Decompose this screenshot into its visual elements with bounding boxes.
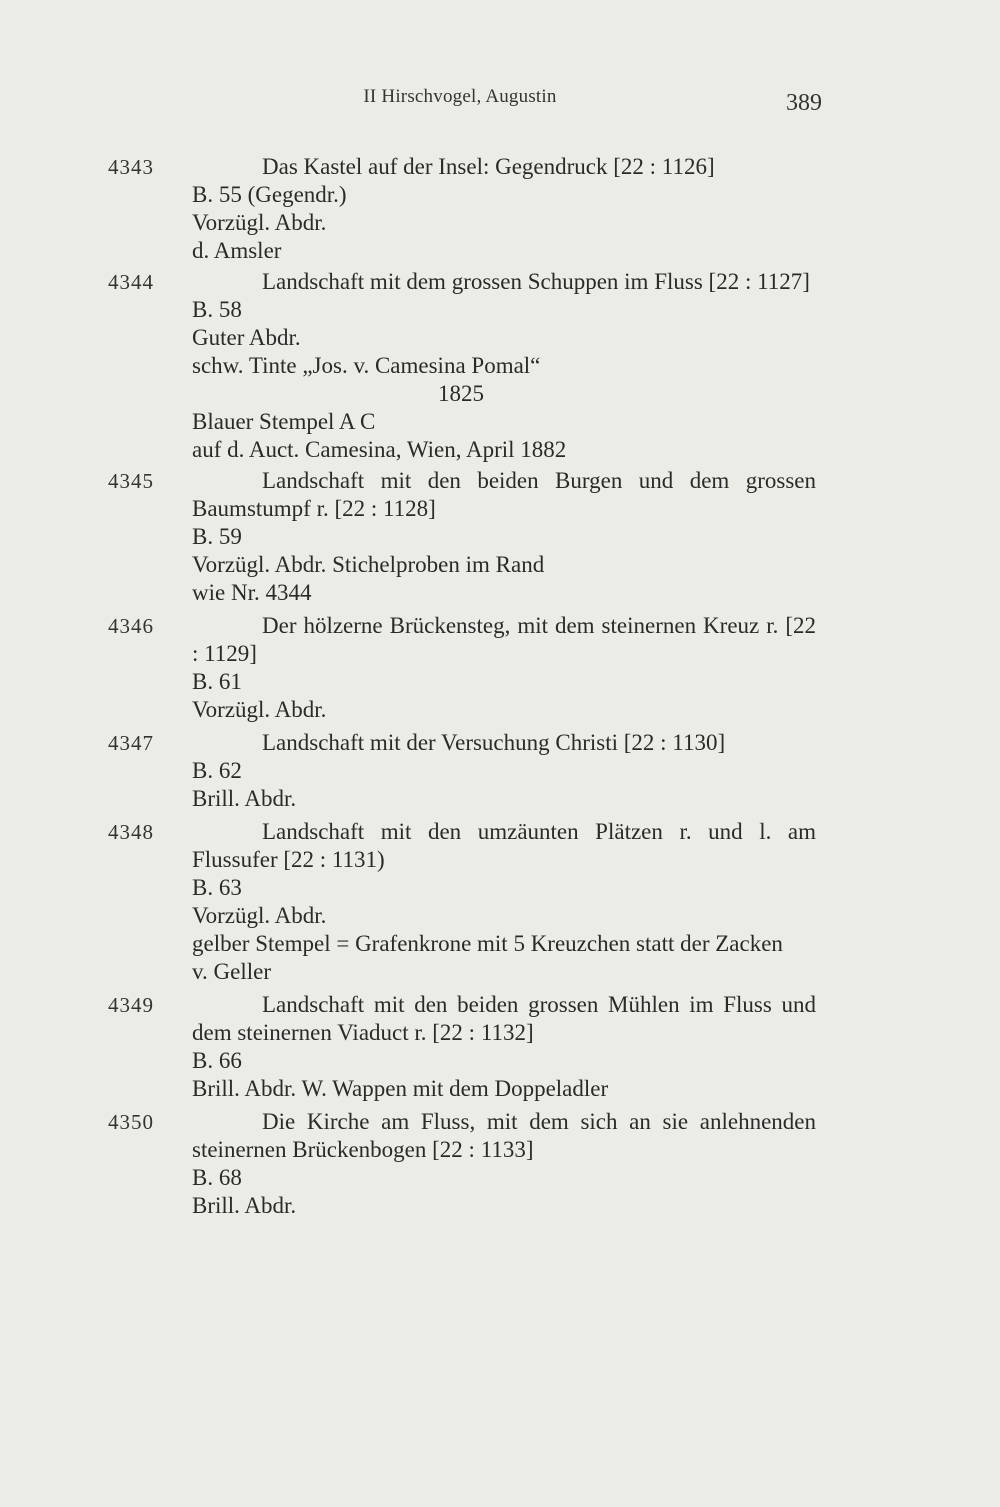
entry-number: 4344: [108, 270, 154, 294]
entry-line: auf d. Auct. Camesina, Wien, April 1882: [192, 437, 567, 462]
entry-number: 4348: [108, 820, 154, 844]
entry-line: Vorzügl. Abdr. Stichelproben im Rand: [192, 552, 545, 577]
catalog-entry: [0, 729, 1000, 813]
catalog-entry: [0, 153, 1000, 265]
entry-line-year: 1825: [438, 381, 484, 406]
catalog-entry: [0, 467, 1000, 607]
entry-line: Vorzügl. Abdr.: [192, 697, 327, 722]
catalog-entries: [0, 153, 1000, 1222]
entry-title: Landschaft mit den beiden Burgen und dem grossen Baumstumpf r. [22 : 1128]: [192, 468, 816, 521]
entry-line: Brill. Abdr.: [192, 786, 297, 811]
entry-line: B. 68: [192, 1165, 242, 1190]
entry-title: Der hölzerne Brückensteg, mit dem steinernen Kreuz r. [22 : 1129]: [192, 613, 816, 666]
entry-line: schw. Tinte „Jos. v. Camesina Pomal“: [192, 353, 541, 378]
entry-line: Blauer Stempel A C: [192, 409, 376, 434]
entry-line: gelber Stempel = Grafenkrone mit 5 Kreuzchen statt der Zacken: [192, 931, 783, 956]
entry-line: B. 66: [192, 1048, 242, 1073]
catalog-entry: [0, 818, 1000, 986]
entry-title: Landschaft mit dem grossen Schuppen im Fluss [22 : 1127]: [262, 269, 810, 294]
entry-number: 4349: [108, 993, 154, 1017]
entry-title: Die Kirche am Fluss, mit dem sich an sie anlehnenden steinernen Brückenbogen [22 : 1133]: [192, 1109, 816, 1162]
running-header: II Hirschvogel, Augustin: [363, 86, 557, 107]
entry-line: B. 55 (Gegendr.): [192, 182, 347, 207]
entry-number: 4346: [108, 614, 154, 638]
entry-line: v. Geller: [192, 959, 271, 984]
catalog-entry: [0, 268, 1000, 464]
catalog-entry: [0, 991, 1000, 1103]
entry-line: wie Nr. 4344: [192, 580, 312, 605]
entry-title: Landschaft mit der Versuchung Christi [22 : 1130]: [262, 730, 726, 755]
entry-number: 4350: [108, 1110, 154, 1134]
entry-number: 4345: [108, 469, 154, 493]
entry-line: d. Amsler: [192, 238, 282, 263]
entry-title: Landschaft mit den beiden grossen Mühlen im Fluss und dem steinernen Viaduct r. [22 : 1132]: [192, 992, 816, 1045]
entry-title: Landschaft mit den umzäunten Plätzen r. und l. am Flussufer [22 : 1131): [192, 819, 816, 872]
entry-line: B. 58: [192, 297, 242, 322]
page-number: 389: [786, 90, 822, 116]
entry-line: B. 61: [192, 669, 242, 694]
entry-number: 4347: [108, 731, 154, 755]
catalog-entry: [0, 612, 1000, 724]
entry-line: B. 63: [192, 875, 242, 900]
catalog-entry: [0, 1108, 1000, 1220]
entry-line: Brill. Abdr.: [192, 1193, 297, 1218]
entry-line: Guter Abdr.: [192, 325, 301, 350]
entry-line: Brill. Abdr. W. Wappen mit dem Doppeladler: [192, 1076, 609, 1101]
entry-number: 4343: [108, 155, 154, 179]
entry-line: B. 62: [192, 758, 242, 783]
entry-line: Vorzügl. Abdr.: [192, 210, 327, 235]
entry-line: Vorzügl. Abdr.: [192, 903, 327, 928]
entry-line: B. 59: [192, 524, 242, 549]
entry-title: Das Kastel auf der Insel: Gegendruck [22 : 1126]: [262, 154, 715, 179]
